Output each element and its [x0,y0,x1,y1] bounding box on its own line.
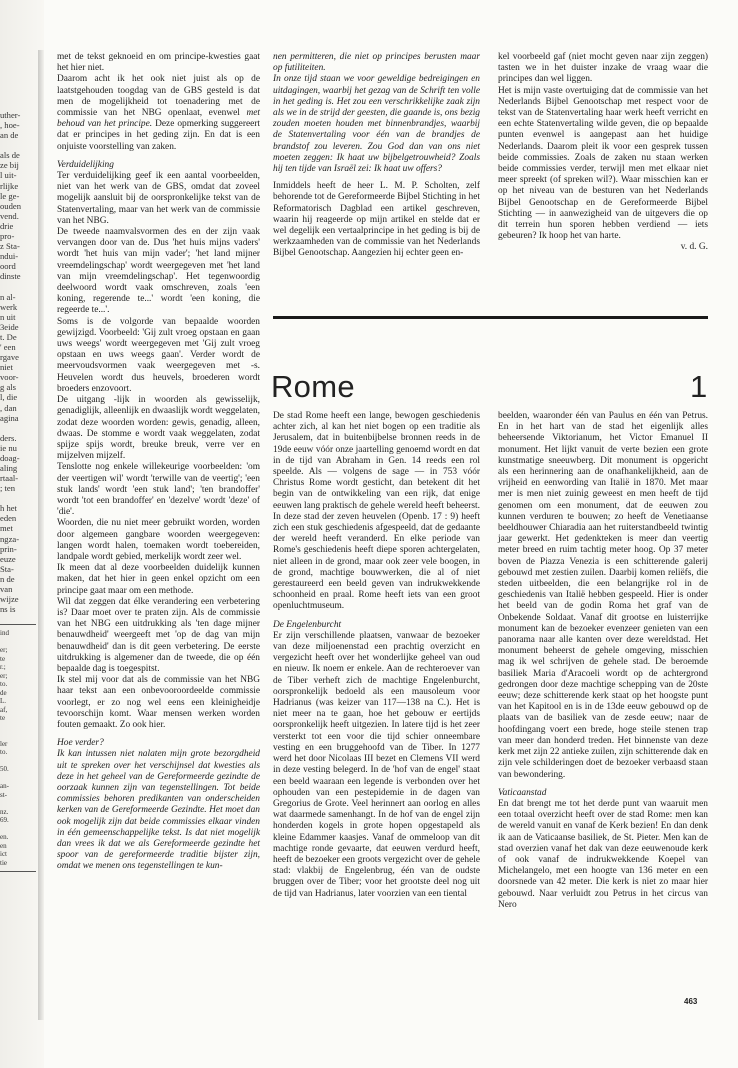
paragraph: Ik kan intussen niet nalaten mijn grote bezorgdheid uit te spreken over het verschijnsel dat kwesties als deze in het geheel van de Gereformeerde gezindte de oorzaak kunnen zijn van tegenstellingen. Tot beide commissies behoren predikanten van onderscheiden kerken van de Gereformeerde Gezindte. Het moet dan ook mogelijk zijn dat beide commissies elkaar vinden in één gemeenschappelijke tekst. Is dat niet mogelijk dan vrees ik dat we als Gereformeerde gezindte het spoor van de gereformeerde traditie bijster zijn, omdat we menen ons tegenstellingen te kun- [57,749,260,872]
column-1 [57,52,260,873]
facing-page-fragments [0,110,36,880]
column-3-top [498,52,708,254]
rome-column-1 [273,411,480,900]
article-title: Rome [271,369,355,404]
paragraph: Het is mijn vaste overtuiging dat de commissie van het Nederlands Bijbel Genootschap met respect voor de tekst van de Statenvertaling haar werk heeft verricht en een echte Statenvertaling wilde geven, die op bepaalde punten evenwel is aangepast aan het huidige Nederlands. Daarom pleit ik voor een gesprek tussen beide commissies. Zoals de zaken nu staan werken beide commissies verder, terwijl men met elkaar niet meer spreekt (of spreken wil?). Waar misschien kan er op het niveau van de besturen van het Nederlands Bijbel Genootschap en de Gereformeerde Bijbel Stichting — in aanwezigheid van de uitgevers die op dit terrein hun sporen hebben verdiend — iets gebeuren? Ik hoop het van harte. [498,85,708,242]
fragment-group: n al- werk n uit 3eide t. De ' een rgave niet voor- g als l, die , dan agina [0,291,19,423]
page-number: 463 [684,997,698,1006]
article-number: 1 [690,369,708,404]
paragraph: nen permitteren, die niet op principes berusten maar op futiliteiten. [273,52,480,74]
paragraph: Woorden, die nu niet meer gebruikt worden, worden door algemeen gangbare woorden weergegeven: langen wordt halen, toemaken wordt toebereiden, landpale wordt gebied, merkelijk wordt zeer wel. [57,518,260,562]
fragment-group: h het eden met ngza- prin- euze Sta- n de van wijze ns is [0,503,20,615]
fragment-group: ders. ie nu doag- aling rtaal- ; ten [0,432,20,494]
fragment-box: ind er; te r.; er; to. de L. af, te ler to. 50. an- st- nz. 69. en. en ict tie [0,624,36,872]
subheading: Verduidelijking [57,159,114,170]
paragraph: Er zijn verschillende plaatsen, vanwaar de bezoeker van deze miljoenenstad een prachtig overzicht en vergezicht heeft over het wonderlijke geheel van oud en nieuw. Ik noem er enkele. Aan de rechteroever van de Tiber verheft zich de machtige Engelenburcht, oorspronkelijk bedoeld als een mausoleum voor Hadrianus (was keizer van 117—138 na C.). Het is niet meer na te gaan, hoe het gebouw er eertijds oorspronkelijk heeft uitgezien. In latere tijd is het zeer versterkt tot een voor die tijd schier onneembare vesting en een bruggehoofd van de Tiber. In 1277 werd het door Nicolaas III bezet en Clemens VII werd in deze vesting belegerd. In de 'hof van de engel' staat een beeld waaraan een legende is verbonden over het ophouden van een pestepidemie in de dagen van Gregorius de Grote. Veel herinnert aan oorlog en alles wat daarmede samenhangt. In de hof van de engel zijn honderden kogels in grote hopen opgestapeld als kleine Edammer kaasjes. Vanaf de ommeloop van dit machtige ronde gevaarte, dat eeuwen verdurd heeft, heeft de bezoeker een groots vergezicht over de gehele stad: vlakbij de Engelenbrug, één van de oudste bruggen over de Tiber; voor het grootste deel nog uit de tijd van Hadrianus, later voorzien van een tiental [273,630,480,899]
paragraph: En dat brengt me tot het derde punt van waaruit men een totaal overzicht heeft over de stad Rome: men kan de wereld vanuit en vanaf de Kerk bezien! En dan denk ik aan de Vaticaanse basiliek, de St. Pieter. Men kan de stad overzien vanaf het dak van deze eeuwenoude kerk of ook vanaf de indrukwekkende Koepel van Michelangelo, met een hoogte van 136 meter en een doorsnede van 42 meter. Die kerk is niet zo maar hier gebouwd. Naar verluidt zou Petrus in het circus van Nero [498,798,708,910]
subheading: Vaticaanstad [498,787,547,798]
paragraph: De tweede naamvalsvormen des en der zijn vaak vervangen door van de. Dus 'het huis mijns vaders' wordt 'het huis van mijn vader'; 'het land mijner vreemdelingschap' wordt weergegeven met 'het land van mijn vreemdelingschap'. Het tegenwoordig deelwoord wordt vaak omschreven, zoals 'een koning, regerende te...' wordt 'een koning, die regeerde te...'. [57,227,260,316]
paragraph: Soms is de volgorde van bepaalde woorden gewijzigd. Voorbeeld: 'Gij zult vroeg opstaan en gaan uws weegs' wordt weergegeven met 'Gij zult vroeg opstaan en uws weegs gaan'. Verder wordt de meervoudsvormen vaak weergegeven met -s. Heuvelen wordt dus heuvels, broederen wordt broeders enzovoort. [57,316,260,394]
paragraph: Wil dat zeggen dat élke verandering een verbetering is? Daar moet over te praten zijn. Als de commissie van het NBG een uitdrukking als 'ten dage mijner benauwdheid' weergeeft met 'op de dag van mijn benauwdheid' dan is dit geen verbetering. De eerste uitdrukking is algemener dan de tweede, die op één bepaalde dag is toegespitst. [57,596,260,674]
fragment-group: uther- , hoe- an de [0,110,21,141]
subheading: De Engelenburcht [273,619,342,630]
paragraph: beelden, waaronder één van Paulus en één van Petrus. En in het hart van de stad het eigenlijk alles beheersende Viktorianum, het Victor Emanuel II monument. Het lijkt vanuit de verte bezien een grote kunstmatige sneeuwberg. Dit monument is opgericht als een herinnering aan de onafhankelijkheid, aan de vrijheid en eenwording van Italië in 1870. Met maar mer is men niet zuinig geweest en men heeft de tijd genomen om een monument, dat de eeuwen zou kunnen verduren te bouwen; zo heeft de Venetiaanse beeldhouwer Chiaradia aan het ruiterstandbeeld twintig jaar gewerkt. Het gedenkteken is meer dan veertig meter breed en ruim tachtig meter hoog. Op 37 meter boven de Piazza Venezia is een schitterende galerij gebouwd met zestien zuilen. Daarbij komen reliëfs, die steden uitbeelden, die een belangrijke rol in de geschiedenis van Italië hebben gespeeld. Hier is onder het beeld van de godin Roma het graf van de Onbekende Soldaat. Vanaf dit grootse en luisterrijke monument kan de bezoeker evenzeer genieten van een panorama naar alle kanten over deze wereldstad. Het monument beheerst de gehele omgeving, misschien mag ik wel schrijven de gehele stad. De beroemde basiliek Maria d'Aracoeli wordt op de achtergrond gedrongen door deze machtige schepping van de 20ste eeuw; deze schitterende kerk staat op het hoogste punt van het Kapitool en is in de 13de eeuw gebouwd op de plaats van de basiliek van de zesde eeuw; naar de hoofdingang voert een brede, hoge steile stenen trap van meer dan honderd treden. Het binnenste van deze kerk met zijn 22 antieke zuilen, zijn schitterende dak en zijn vele schilderingen doet de bezoeker verbaasd staan van bewondering. [498,411,708,780]
section-divider [273,316,708,319]
page-fold-shadow [38,50,44,1020]
subheading: Hoe verder? [57,738,104,749]
fragment-group: als de ze bij l uit- rlijke le ge- ouden vend. drie pro- z Sta- ndui- oord dinste [0,150,22,282]
paragraph: met de tekst geknoeid en om principe-kwesties gaat het hier niet. [57,52,260,74]
paragraph: Daarom acht ik het ook niet juist als op de laatstgehouden toogdag van de GBS gesteld is dat men de mogelijkheid tot toenadering met de commissie van het NBG openlaat, evenwel met behoud van het principe. Deze opmerking suggereert dat er principes in het geding zijn. En dat is een onjuiste voorstelling van zaken. [57,74,261,152]
paragraph: Inmiddels heeft de heer L. M. P. Scholten, zelf behorende tot de Gereformeerde Bijbel Stichting in het Reformatorisch Dagblad een artikel geschreven, waarin hij reageerde op mijn artikel en stelde dat er wel degelijk een vertaalprincipe in het geding is bij de werkzaamheden van de commissie van het Nederlands Bijbel Genootschap. Aangezien hij echter geen en- [273,181,480,259]
paragraph: Ik stel mij voor dat als de commissie van het NBG haar tekst aan een onbevooroordeelde commissie voorlegt, er zo nog wel eens een kleinigheidje tevoorschijn komt. Waar mensen werken worden fouten gemaakt. Zo ook hier. [57,675,260,730]
paragraph: kel voorbeeld gaf (niet mocht geven naar zijn zeggen) tasten we in het duister inzake de vraag waar die principes dan wel liggen. [498,52,708,85]
paragraph: In onze tijd staan we voor geweldige bedreigingen en uitdagingen, waarbij het gezag van de Schrift ten volle in het geding is. Het zou een verschrikkelijke zaak zijn als we in de strijd der geesten, die gaande is, ons bezig zouden moeten houden met binnenbrandjes, waarbij de Statenvertaling voor één van de brandjes de brandstof zou leveren. Zou God dan van ons niet moeten zeggen: Ik haat uw bijbelgetrouwheid? Zoals hij ten tijde van Israël zei: Ik haat uw offers? [273,74,480,175]
column-2-top [273,52,480,260]
paragraph: Ik meen dat al deze voorbeelden duidelijk kunnen maken, dat het hier in geen enkel opzicht om een principe gaat maar om een methode. [57,563,260,596]
signature: v. d. G. [680,242,708,253]
paragraph: Ter verduidelijking geef ik een aantal voorbeelden, niet van het werk van de GBS, omdat dat zoveel mogelijk aansluit bij de oorspronkelijke tekst van de Statenvertaling, maar van het werk van de commissie van het NBG. [57,171,260,226]
paragraph: De stad Rome heeft een lange, bewogen geschiedenis achter zich, al kan het niet bogen op een traditie als Jerusalem, dat in buitenbijbelse bronnen reeds in de 19de eeuw vóór onze jaartelling genoemd wordt en dat in de tijd van Abraham in Gen. 14 reeds een rol speelde. Als — volgens de sage — in 753 vóór Christus Rome wordt gesticht, dan betekent dit het begin van de ontwikkeling van een rijk, dat enige eeuwen lang praktisch de gehele wereld heeft beheerst. In deze stad der zeven heuvelen (Openb. 17 : 9) heeft zich een stuk geschiedenis afgespeeld, dat de gedaante der wereld heeft veranderd. En elke periode van Rome's geschiedenis heeft diepe sporen achtergelaten, niet alleen in de grond, maar ook zeer vele boogen, in de grond, machtige bouwwerken, die al of niet gerestaureerd een beeld geven van indrukwekkende schoonheid en praal. Rome heeft iets van een groot openluchtmuseum. [273,411,480,612]
rome-column-2 [498,411,708,911]
paragraph: Tenslotte nog enkele willekeurige voorbeelden: 'om der veertigen wil' wordt 'terwille van de veertig'; 'een stuk lands' wordt 'een stuk land'; 'ten brandoffer' wordt 'tot een brandoffer' en 'dezelve' wordt 'deze' of 'die'. [57,462,260,518]
paragraph: De uitgang -lijk in woorden als gewisselijk, genadiglijk, alleenlijk en dwaaslijk wordt weggelaten, zodat deze woorden worden: gewis, genadig, alleen, dwaas. De stomme e wordt vaak weggelaten, zodat spijze spijs wordt, breuke breuk, verre ver en mijzelven mijzelf. [57,395,260,462]
